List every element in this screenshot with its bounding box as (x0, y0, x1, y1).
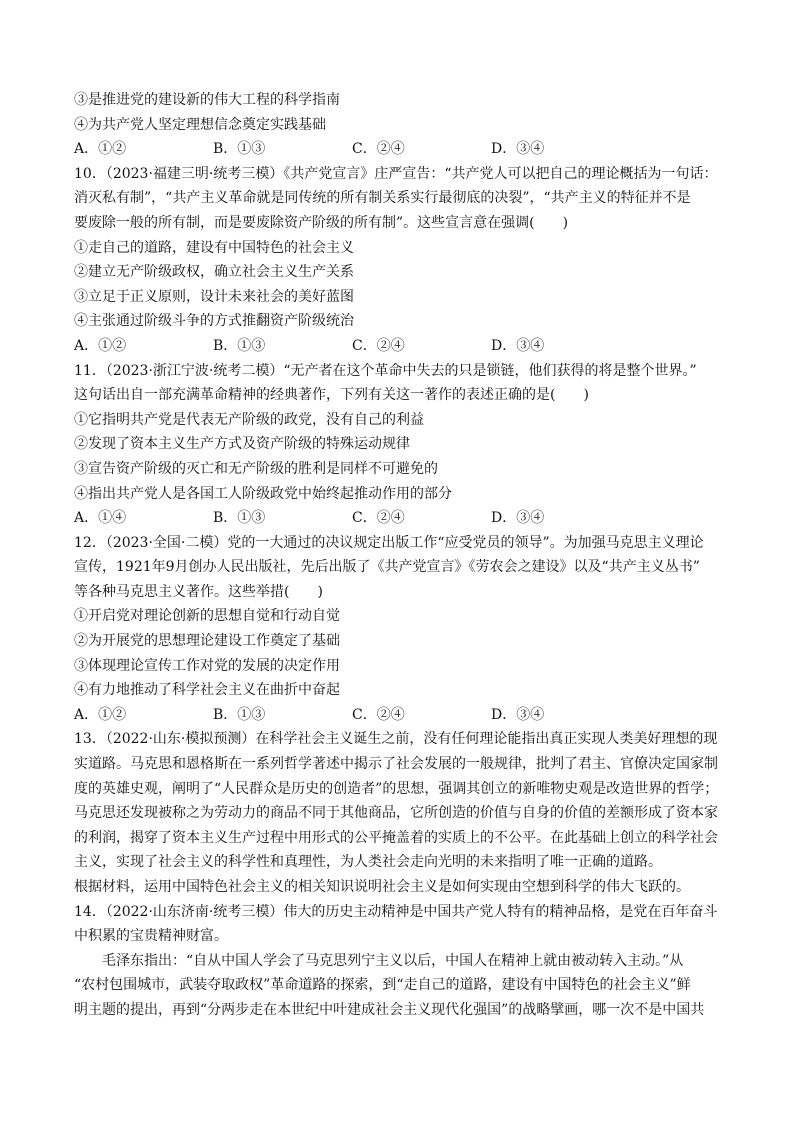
question-stem-line: 宣传，1921年9月创办人民出版社，先后出版了《共产党宣言》《劳农会之建设》以及“共产主义丛书” (74, 559, 700, 576)
question-text-line: 实道路。马克思和恩格斯在一系列哲学著述中揭示了社会发展的一般规律，批判了君主、官僚决定国家制 (74, 756, 718, 773)
choice-a[interactable]: A．①② (74, 706, 127, 723)
choice-a[interactable]: A．①② (74, 141, 127, 158)
option-1: ①开启党对理论创新的思想自觉和行动自觉 (74, 608, 340, 625)
question-10 (74, 162, 734, 359)
choice-b[interactable]: B．①③ (213, 510, 266, 527)
choice-d[interactable]: D．③④ (491, 141, 545, 158)
question-text-line: 的利润，揭穿了资本主义生产过程中用形式的公平掩盖着的实质上的不公平。在此基础上创立的科学社会 (74, 829, 718, 846)
option-3: ③是推进党的建设新的伟大工程的科学指南 (74, 92, 340, 108)
option-3: ③体现理论宣传工作对党的发展的决定作用 (74, 657, 340, 674)
option-2: ②建立无产阶级政权，确立社会主义生产关系 (74, 264, 354, 281)
question-stem-line: 12．（2023·全国·二模）党的一大通过的决议规定出版工作“应受党员的领导”。为加强马克思主义理论 (74, 534, 704, 551)
choice-b[interactable]: B．①③ (213, 337, 266, 354)
answer-choices (74, 506, 734, 531)
question-13 (74, 727, 734, 899)
question-14 (74, 900, 734, 1023)
option-2: ②为开展党的思想理论建设工作奠定了基础 (74, 633, 340, 650)
choice-a[interactable]: A．①② (74, 337, 127, 354)
question-stem-line: 消灭私有制”，“共产主义革命就是同传统的所有制关系实行最彻底的决裂”，“共产主义的特征并不是 (74, 190, 691, 207)
question-text-line: 度的英雄史观，阐明了“人民群众是历史的创造者”的思想，强调其创立的新唯物史观是改造世界的哲学； (74, 780, 719, 797)
choice-d[interactable]: D．③④ (491, 337, 545, 354)
question-stem-line: 等各种马克思主义著作。这些举措( ) (74, 583, 323, 600)
material-paragraph-line: 明主题的提出，再到“分两步走在本世纪中叶建成社会主义现代化强国”的战略擘画，哪一次不是中国共 (74, 1001, 705, 1018)
question-stem-line: 10．（2023·福建三明·统考三模）《共产党宣言》庄严宣告：“共产党人可以把自己的理论概括为一句话： (74, 165, 718, 182)
option-1: ①走自己的道路，建设有中国特色的社会主义 (74, 239, 354, 256)
answer-choices (74, 703, 734, 728)
question-prompt: 根据材料，运用中国特色社会主义的相关知识说明社会主义是如何实现由空想到科学的伟大飞跃的。 (74, 879, 690, 895)
choice-b[interactable]: B．①③ (213, 141, 266, 158)
question-stem-line: 中积累的宝贵精神财富。 (74, 928, 228, 945)
exam-page (74, 88, 734, 1023)
question-9-tail (74, 88, 734, 162)
question-stem-line: 这句话出自一部充满革命精神的经典著作，下列有关这一著作的表述正确的是( ) (74, 387, 589, 404)
choice-c[interactable]: C．②④ (352, 510, 405, 527)
choice-d[interactable]: D．③④ (491, 706, 545, 723)
question-stem-line: 要废除一般的所有制，而是要废除资产阶级的所有制”。这些宣言意在强调( ) (74, 214, 569, 231)
question-text-line: 主义，实现了社会主义的科学性和真理性，为人类社会走向光明的未来指明了唯一正确的道路。 (74, 854, 662, 871)
question-11 (74, 359, 734, 531)
option-4: ④指出共产党人是各国工人阶级政党中始终起推动作用的部分 (74, 485, 452, 502)
option-2: ②发现了资本主义生产方式及资产阶级的特殊运动规律 (74, 436, 410, 453)
question-text-line: 马克思还发现被称之为劳动力的商品不同于其他商品，它所创造的价值与自身的价值的差额形成了资本家 (74, 805, 718, 822)
option-3: ③立足于正义原则，设计未来社会的美好蓝图 (74, 288, 354, 305)
option-3: ③宣告资产阶级的灭亡和无产阶级的胜利是同样不可避免的 (74, 460, 438, 477)
question-text-line: 13．（2022·山东·模拟预测）在科学社会主义诞生之前，没有任何理论能指出真正实现人类美好理想的现 (74, 731, 718, 748)
material-paragraph-line: 毛泽东指出：“自从中国人学会了马克思列宁主义以后，中国人在精神上就由被动转入主动。”从 (102, 952, 684, 969)
option-1: ①它指明共产党是代表无产阶级的政党，没有自己的利益 (74, 411, 424, 428)
choice-b[interactable]: B．①③ (213, 706, 266, 723)
option-4: ④有力地推动了科学社会主义在曲折中奋起 (74, 682, 340, 699)
option-4: ④主张通过阶级斗争的方式推翻资产阶级统治 (74, 313, 354, 330)
choice-c[interactable]: C．②④ (352, 337, 405, 354)
choice-c[interactable]: C．②④ (352, 141, 405, 158)
answer-choices (74, 334, 734, 359)
choice-a[interactable]: A．①④ (74, 510, 127, 527)
material-paragraph-line: “农村包围城市，武装夺取政权”革命道路的探索，到“走自己的道路，建设有中国特色的社会主义”鲜 (74, 977, 691, 994)
question-12 (74, 531, 734, 728)
choice-c[interactable]: C．②④ (352, 706, 405, 723)
option-4: ④为共产党人坚定理想信念奠定实践基础 (74, 116, 326, 133)
choice-d[interactable]: D．③④ (491, 510, 545, 527)
question-stem-line: 11．（2023·浙江宁波·统考二模）“无产者在这个革命中失去的只是锁链，他们获得的将是整个世界。” (74, 362, 697, 379)
answer-choices (74, 137, 734, 162)
question-stem-line: 14．（2022·山东济南·统考三模）伟大的历史主动精神是中国共产党人特有的精神品格，是党在百年奋斗 (74, 903, 718, 920)
